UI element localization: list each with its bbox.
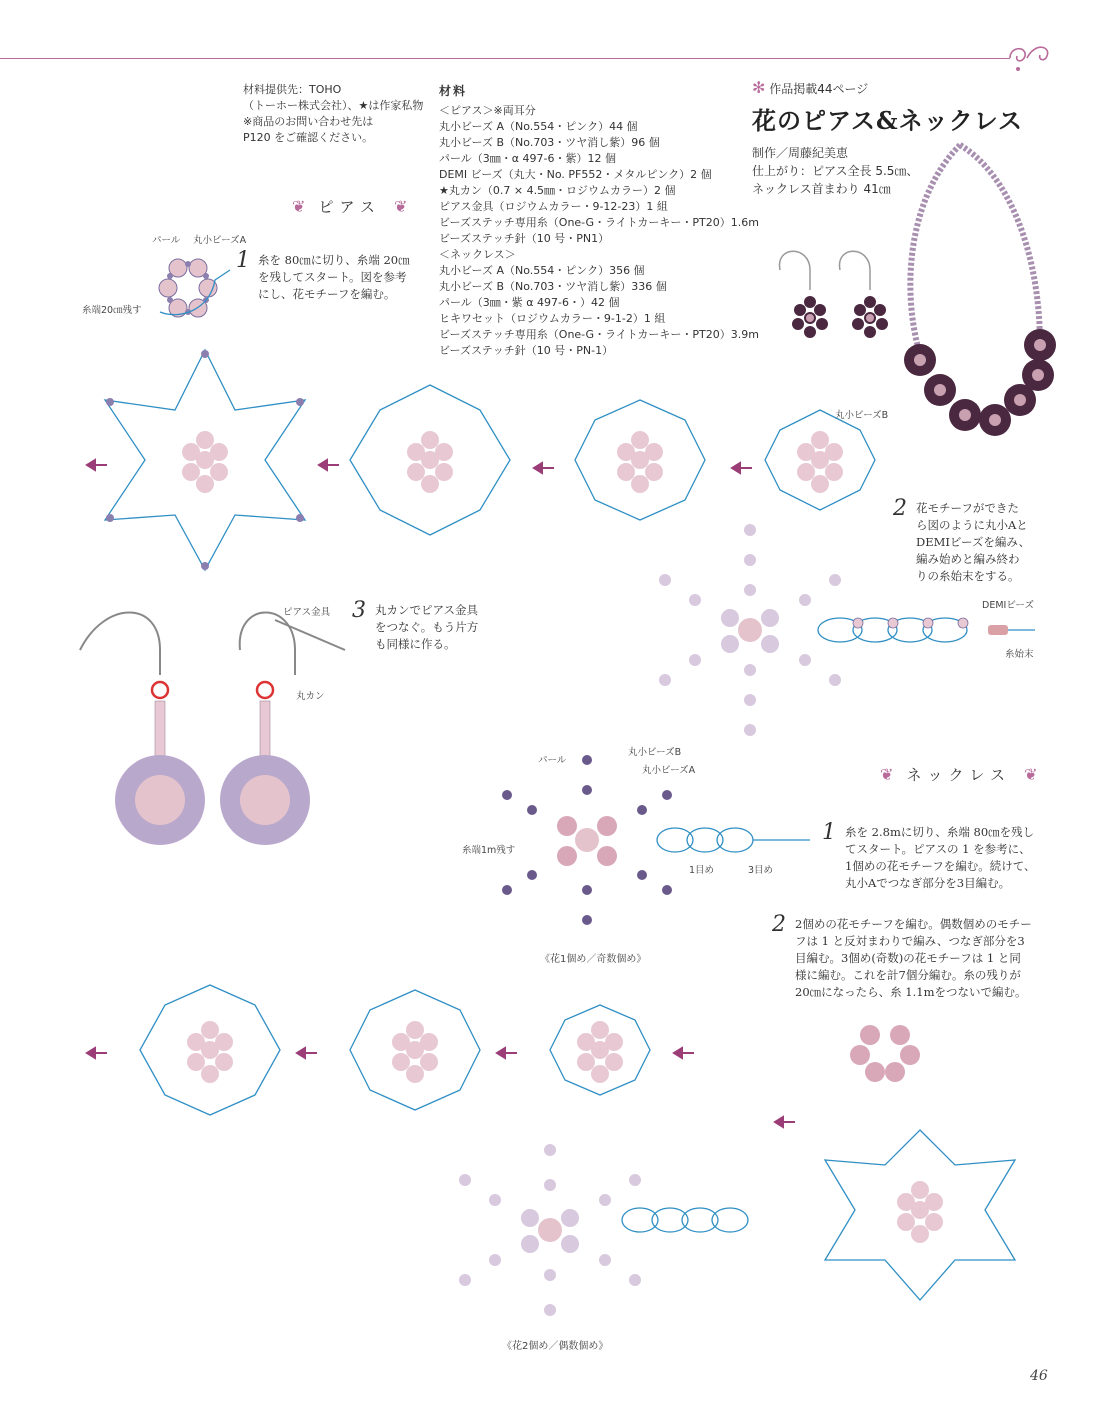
label-thread-end-n: 糸端1m残す — [462, 845, 516, 856]
page-title: 花のピアス&ネックレス — [752, 106, 1023, 135]
necklace-step1-number: 1 — [822, 820, 836, 845]
step-line: ら図のように丸小Aと — [916, 518, 1028, 532]
label-bead-b: 丸小ビーズB — [835, 410, 889, 421]
step-line: 20㎝になったら、糸 1.1mをつないで編む。 — [795, 985, 1027, 999]
step-line: 目編む。3個め(奇数)の花モチーフは 1 と同 — [795, 951, 1021, 965]
asterisk-flower-icon: ✻ — [752, 78, 766, 97]
material-line: 丸小ビーズ A（No.554・ピンク）44 個 — [439, 120, 638, 133]
label-hook: ピアス金具 — [283, 607, 331, 618]
material-line: ピアス金具（ロジウムカラー・9-12-23）1 組 — [439, 200, 668, 213]
material-line: 丸小ビーズ B（No.703・ツヤ消し紫）336 個 — [439, 280, 667, 293]
caption-flower-odd: 《花1個め／奇数個め》 — [540, 954, 647, 965]
necklace-heading — [880, 764, 1038, 785]
step-line: にし、花モチーフを編む。 — [258, 287, 396, 301]
material-line: ビーズステッチ専用糸（One-G・ライトカーキー・PT20）1.6m — [439, 216, 759, 229]
page-reference: 作品掲載44ページ — [769, 82, 869, 96]
caption-flower-even: 《花2個め／偶数個め》 — [502, 1341, 609, 1352]
material-line: パール（3㎜・α 497-6・紫）12 個 — [439, 152, 616, 165]
material-line: ビーズステッチ針（10 号・PN1） — [439, 232, 610, 245]
step-line: フは 1 と反対まわりで編み、つなぎ部分を3 — [795, 934, 1025, 948]
earring-demi-diagram — [650, 515, 1040, 745]
material-line: ビーズステッチ専用糸（One-G・ライトカーキー・PT20）3.9m — [439, 328, 759, 341]
step-line: 丸カンでピアス金具 — [375, 603, 479, 617]
necklace-step1-text — [845, 824, 1036, 892]
necklace-flower2-diagram — [440, 1130, 1030, 1345]
necklace-step2-number: 2 — [772, 912, 786, 937]
flourish-icon: ❦ — [880, 765, 894, 784]
material-line: 丸小ビーズ B（No.703・ツヤ消し紫）96 個 — [439, 136, 660, 149]
earring-step1-number: 1 — [236, 248, 250, 273]
step-line: 花モチーフができた — [916, 501, 1019, 515]
step-line: DEMIビーズを編み、 — [916, 535, 1031, 549]
material-line: ヒキワセット（ロジウムカラー・9-1-2）1 組 — [439, 312, 666, 325]
step-line: 丸小Aでつなぎ部分を3目編む。 — [845, 876, 1011, 890]
step-line: 1個めの花モチーフを編む。続けて、 — [845, 859, 1036, 873]
label-bead-b-n: 丸小ビーズB — [628, 747, 682, 758]
finished-earrings-diagram — [75, 605, 365, 855]
finish-line: ネックレス首まわり 41㎝ — [752, 182, 891, 196]
necklace-flower-sequence — [85, 980, 945, 1130]
material-line: ＜ネックレス＞ — [439, 248, 516, 261]
flourish-icon: ❦ — [1024, 765, 1038, 784]
earring-step2-number: 2 — [893, 496, 907, 521]
label-ring: 丸カン — [296, 691, 325, 702]
swirl-ornament-icon — [1005, 36, 1055, 76]
supplier-line: P120 をご確認ください。 — [243, 131, 374, 144]
step-line: を残してスタート。図を参考 — [258, 270, 407, 284]
earring-step3-text — [375, 602, 478, 653]
flourish-icon: ❦ — [292, 197, 306, 216]
page-number: 46 — [1030, 1368, 1048, 1384]
label-bead-a-n: 丸小ビーズA — [642, 765, 696, 776]
finish-line: 仕上がり：ピアス全長 5.5㎝、 — [752, 164, 919, 178]
materials-block — [439, 82, 759, 359]
step-line: 様に編む。これを計7個分編む。糸の残りが — [795, 968, 1021, 982]
section-title: ピアス — [318, 198, 381, 216]
label-bead-a: 丸小ビーズA — [193, 235, 247, 246]
label-pearl: パール — [152, 235, 181, 246]
step-line: てスタート。ピアスの 1 を参考に、 — [845, 842, 1031, 856]
step-line: 編み始めと編み終わ — [916, 552, 1020, 566]
author-line: 制作／周藤紀美恵 — [752, 146, 849, 160]
supplier-line: ※商品のお問い合わせ先は — [243, 115, 374, 128]
label-thread-end: 糸端20㎝残す — [82, 305, 142, 316]
step-line: 糸を 80㎝に切り、糸端 20㎝ — [258, 253, 410, 267]
section-title: ネックレス — [906, 766, 1012, 784]
material-line: パール（3㎜・紫 α 497-6・）42 個 — [439, 296, 620, 309]
step-line: りの糸始末をする。 — [916, 569, 1020, 583]
material-line: ビーズステッチ針（10 号・PN-1） — [439, 344, 614, 357]
step-line: をつなぐ。もう片方 — [375, 620, 479, 634]
label-demi: DEMIビーズ — [982, 600, 1034, 611]
step-line: 糸を 2.8mに切り、糸端 80㎝を残し — [845, 825, 1035, 839]
material-line: DEMI ビーズ（丸大・No. PF552・メタルピンク）2 個 — [439, 168, 712, 181]
supplier-line: （トーホー株式会社）、★は作家私物 — [243, 99, 424, 112]
earring-heading — [292, 196, 407, 217]
necklace-photo — [890, 135, 1090, 445]
material-line: ★丸カン（0.7 × 4.5㎜・ロジウムカラー）2 個 — [439, 184, 676, 197]
label-first: 1目め — [689, 865, 715, 876]
supplier-line: 材料提供先：TOHO — [243, 83, 342, 96]
top-rule — [0, 58, 1010, 59]
material-line: ＜ピアス＞※両耳分 — [439, 104, 536, 117]
materials-title: 材料 — [439, 84, 468, 98]
label-pearl-n: パール — [538, 755, 567, 766]
label-third: 3目め — [748, 865, 774, 876]
earrings-photo — [770, 240, 890, 350]
material-line: 丸小ビーズ A（No.554・ピンク）356 個 — [439, 264, 645, 277]
label-thread-start: 糸始末 — [1005, 649, 1034, 660]
earring-step1-text — [258, 252, 410, 303]
flower-start-diagram — [140, 250, 240, 330]
earring-step3-number: 3 — [352, 598, 366, 623]
step-line: も同様に作る。 — [375, 637, 456, 651]
step-line: 2個めの花モチーフを編む。偶数個めのモチー — [795, 917, 1032, 931]
supplier-info — [243, 82, 423, 146]
flourish-icon: ❦ — [394, 197, 408, 216]
